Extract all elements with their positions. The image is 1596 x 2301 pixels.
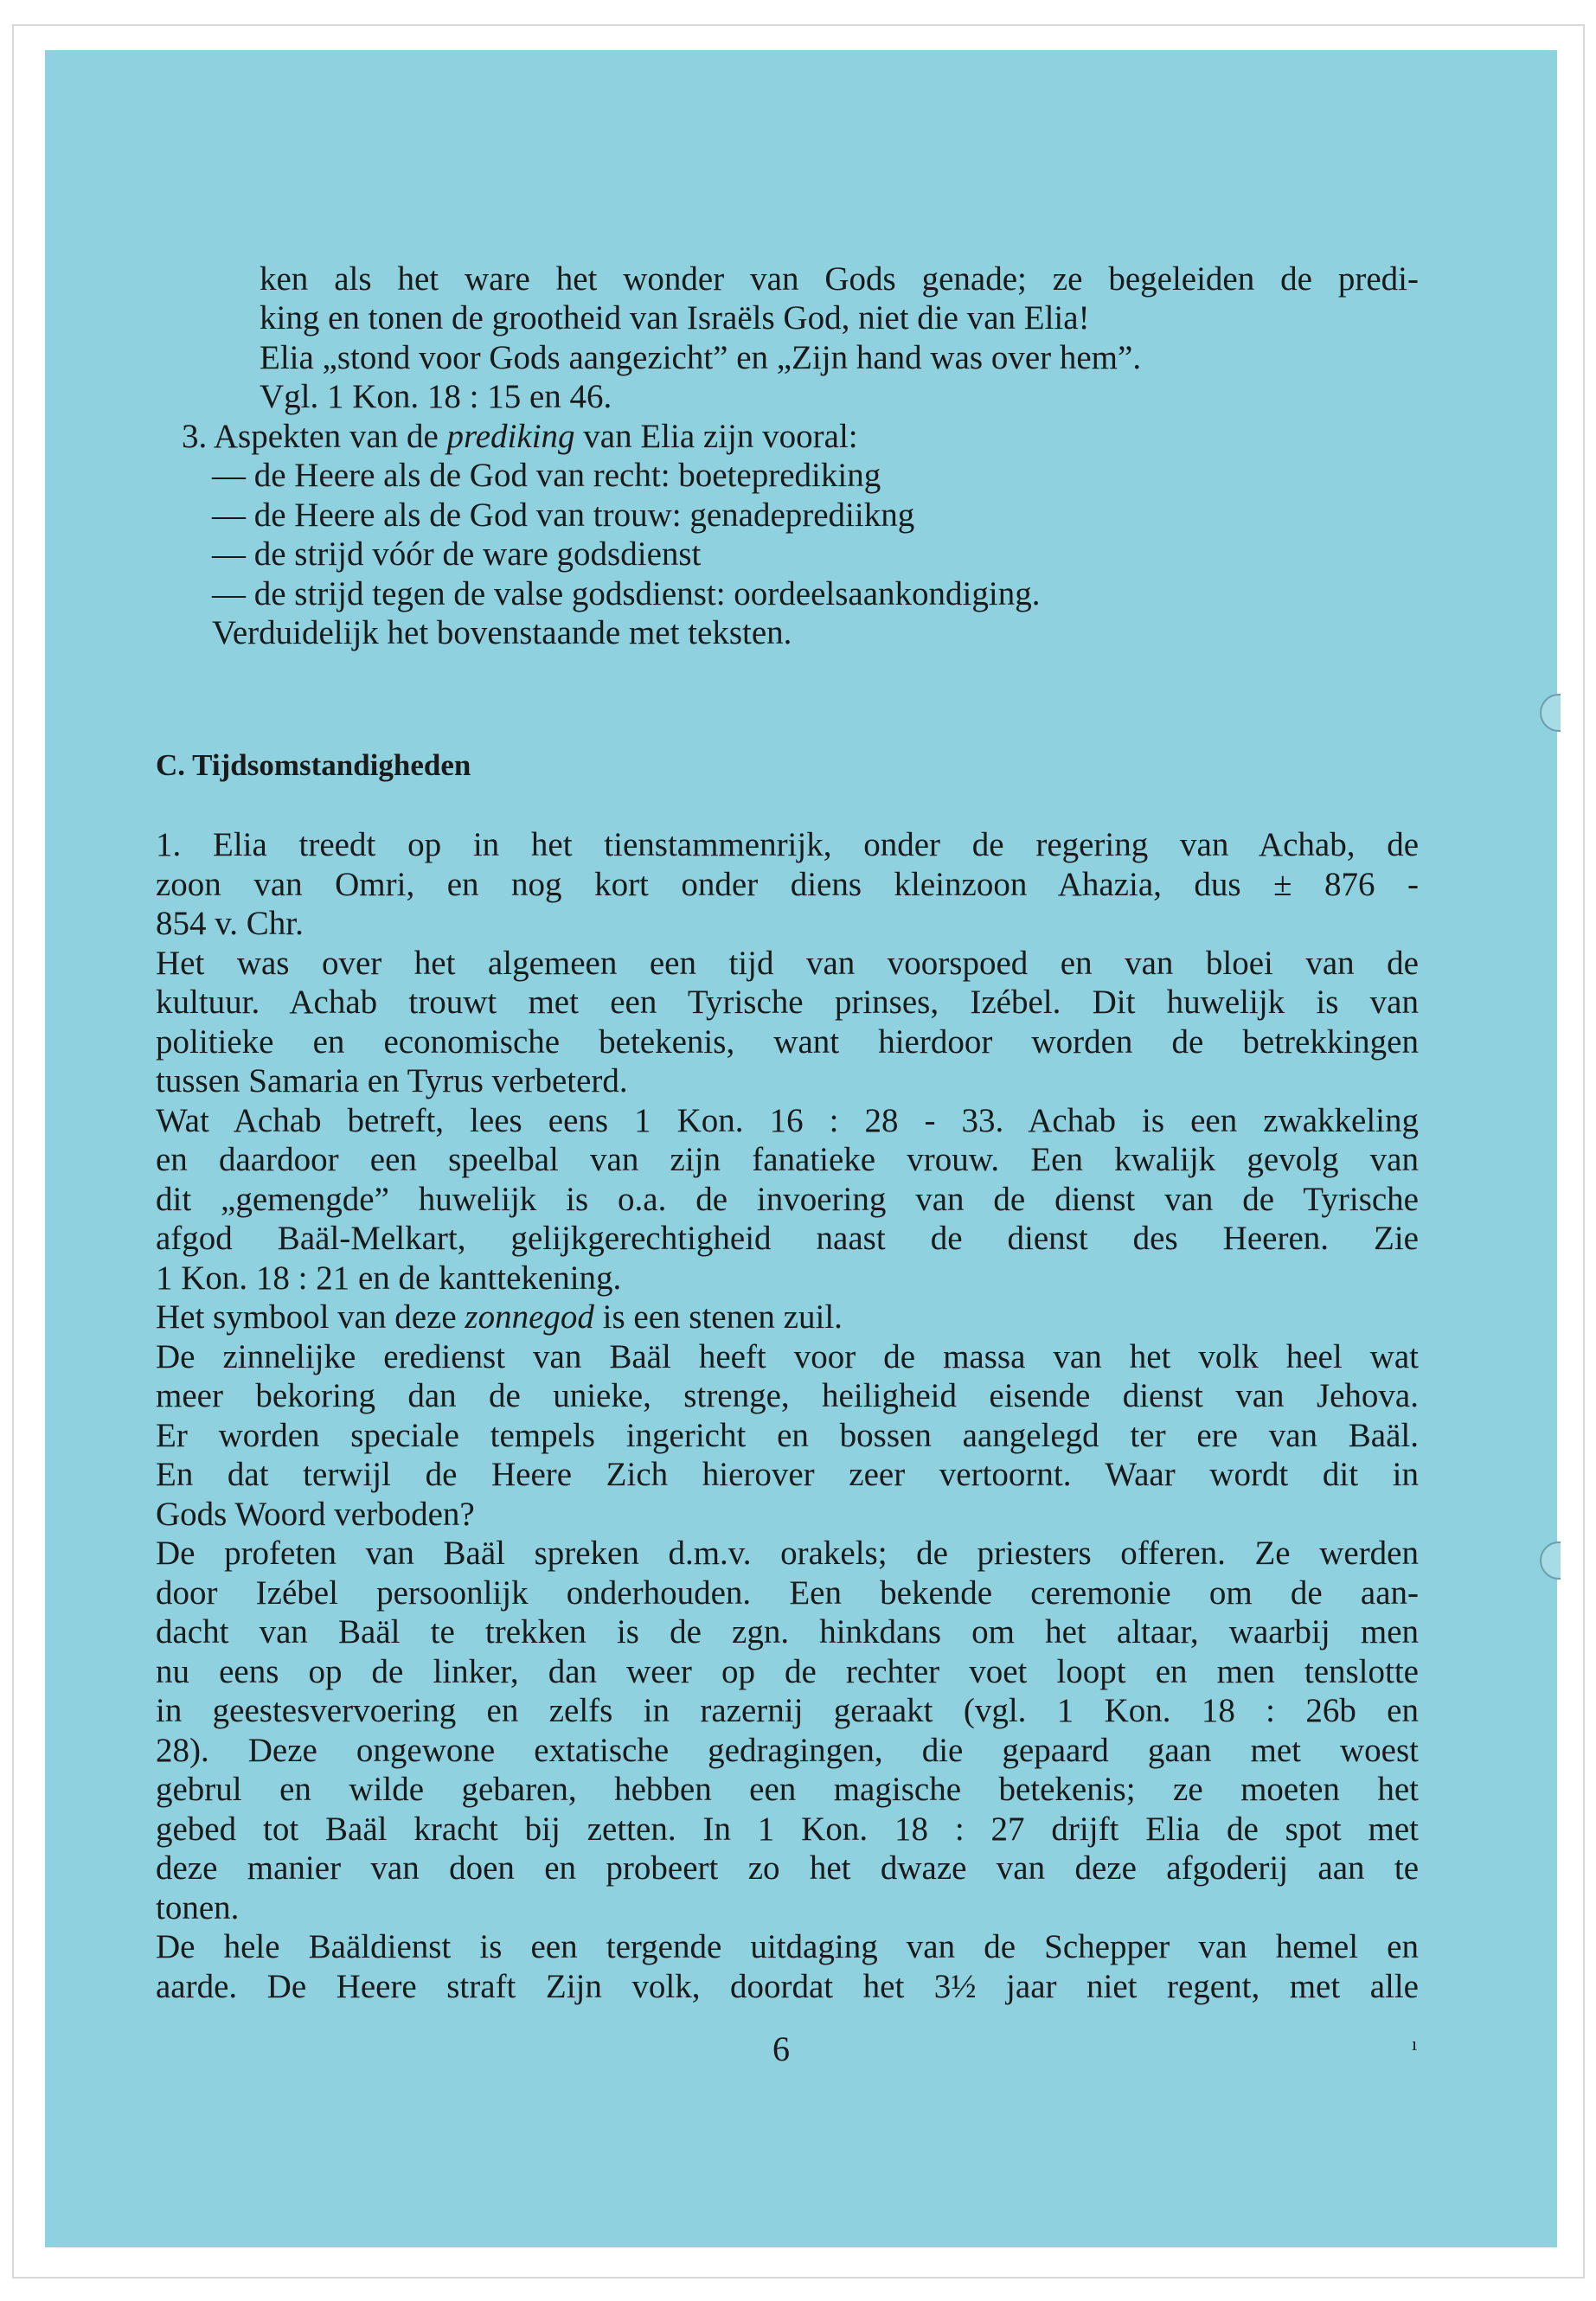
list-item: — de strijd vóór de ware godsdienst: [212, 535, 702, 573]
text-line: tussen Samaria en Tyrus verbeterd.: [156, 1062, 628, 1099]
page-number: 6: [772, 2029, 790, 2068]
text-line: Er worden speciale tempels ingericht en bossen aangelegd ter ere van Baäl.: [156, 1417, 1419, 1454]
text-line: De zinnelijke eredienst van Baäl heeft voor de massa van het volk heel wat: [156, 1338, 1419, 1375]
text-line: meer bekoring dan de unieke, strenge, heiligheid eisende dienst van Jehova.: [156, 1377, 1419, 1414]
text-line: politieke en economische betekenis, want hierdoor worden de betrekkingen: [156, 1023, 1419, 1061]
text-span: Het symbool van deze: [156, 1298, 465, 1336]
scan-speck: ı: [1412, 2033, 1418, 2054]
text-line: in geestesvervoering en zelfs in razernij geraakt (vgl. 1 Kon. 18 : 26b en: [156, 1692, 1419, 1729]
text-line: afgod Baäl-Melkart, gelijkgerechtigheid naast de dienst des Heeren. Zie: [156, 1220, 1419, 1257]
text-line: en daardoor een speelbal van zijn fanatieke vrouw. Een kwalijk gevolg van: [156, 1141, 1419, 1178]
text-line: Elia „stond voor Gods aangezicht” en „Zijn hand was over hem”.: [260, 339, 1142, 376]
text-line: Gods Woord verboden?: [156, 1496, 475, 1533]
text-line: door Izébel persoonlijk onderhouden. Een bekende ceremonie om de aan-: [156, 1574, 1419, 1612]
text-line: nu eens op de linker, dan weer op de rechter voet loopt en men tenslotte: [156, 1653, 1419, 1690]
text-line: ken als het ware het wonder van Gods genade; ze begeleiden de predi-: [260, 260, 1419, 298]
text-line: 1. Elia treedt op in het tienstammenrijk, onder de regering van Achab, de: [156, 826, 1419, 863]
text-span: van Elia zijn vooral:: [574, 418, 858, 455]
text-line: kultuur. Achab trouwt met een Tyrische prinses, Izébel. Dit huwelijk is van: [156, 984, 1419, 1021]
text-line: aarde. De Heere straft Zijn volk, doordat het 3½ jaar niet regent, met alle: [156, 1968, 1419, 2005]
text-line: [182, 417, 858, 457]
text-line: [156, 1298, 843, 1337]
text-line: De hele Baäldienst is een tergende uitdaging van de Schepper van hemel en: [156, 1928, 1419, 1965]
text-line: Wat Achab betreft, lees eens 1 Kon. 16 : 28 - 33. Achab is een zwakkeling: [156, 1102, 1419, 1139]
text-line: king en tonen de grootheid van Israëls God, niet die van Elia!: [260, 299, 1090, 336]
text-line: gebed tot Baäl kracht bij zetten. In 1 Kon. 18 : 27 drijft Elia de spot met: [156, 1811, 1419, 1848]
text-line: deze manier van doen en probeert zo het dwaze van deze afgoderij aan te: [156, 1849, 1419, 1887]
text-line: Vgl. 1 Kon. 18 : 15 en 46.: [260, 378, 612, 415]
text-line: dacht van Baäl te trekken is de zgn. hinkdans om het altaar, waarbij men: [156, 1613, 1419, 1650]
text-line: 1 Kon. 18 : 21 en de kanttekening.: [156, 1259, 622, 1297]
text-line: 28). Deze ongewone extatische gedragingen, die gepaard gaan met woest: [156, 1732, 1419, 1769]
list-item: — de Heere als de God van trouw: genadeprediikng: [212, 497, 915, 534]
text-span: 3. Aspekten van de: [182, 418, 447, 455]
text-line: Verduidelijk het bovenstaande met teksten.: [212, 614, 792, 651]
text-line: En dat terwijl de Heere Zich hierover zeer vertoornt. Waar wordt dit in: [156, 1456, 1419, 1493]
text-line: Het was over het algemeen een tijd van voorspoed en van bloei van de: [156, 945, 1419, 982]
text-line: dit „gemengde” huwelijk is o.a. de invoering van de dienst van de Tyrische: [156, 1181, 1419, 1218]
italic-word: zonnegod: [465, 1298, 594, 1336]
text-line: zoon van Omri, en nog kort onder diens kleinzoon Ahazia, dus ± 876 -: [156, 866, 1419, 903]
italic-word: prediking: [446, 418, 575, 455]
list-item: — de Heere als de God van recht: boeteprediking: [212, 457, 881, 494]
list-item: — de strijd tegen de valse godsdienst: oordeelsaankondiging.: [212, 575, 1041, 612]
text-line: De profeten van Baäl spreken d.m.v. orakels; de priesters offeren. Ze werden: [156, 1535, 1419, 1572]
text-line: gebrul en wilde gebaren, hebben een magische betekenis; ze moeten het: [156, 1771, 1419, 1808]
text-line: 854 v. Chr.: [156, 905, 304, 942]
section-heading: C. Tijdsomstandigheden: [156, 748, 471, 782]
text-span: is een stenen zuil.: [593, 1298, 843, 1336]
text-line: tonen.: [156, 1889, 240, 1926]
